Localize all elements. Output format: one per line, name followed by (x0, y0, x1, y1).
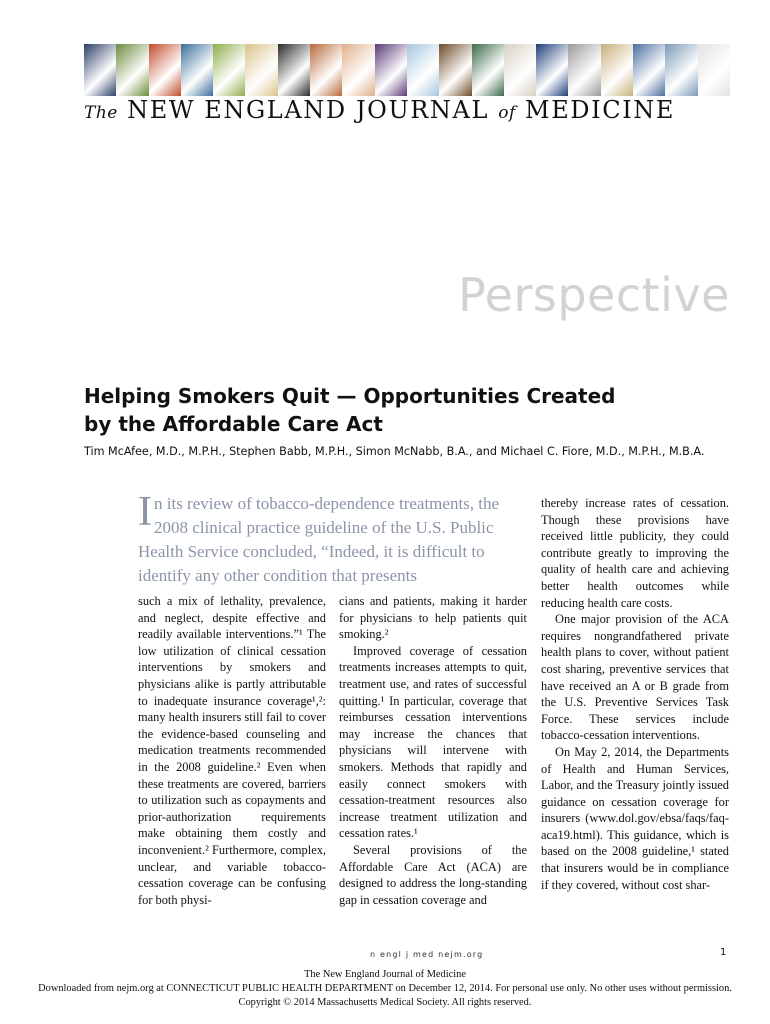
banner-tile (504, 44, 536, 96)
banner-tile (633, 44, 665, 96)
paragraph: such a mix of lethality, prevalence, and neglect, despite effective and readily available interventions.”¹ The low utilization of clinical cessation interventions by smokers and physicians alike is partly attributable to inadequate insurance coverage¹,²: many health insurers still fail to cover the evidence-based counseling and medication treatments recommended in the 2008 guideline.² Even when these treatments are covered, barriers to utilization such as copayments and prior-authorization requirements make obtaining them costly and inconvenient.² Furthermore, complex, unclear, and variable tobacco-cessation coverage can be confusing for both physi- (138, 594, 326, 907)
article-title (84, 382, 684, 438)
journal-footer: n engl j med nejm.org (370, 950, 484, 959)
drop-cap: I (138, 489, 152, 535)
banner-tile (116, 44, 148, 96)
journal-masthead (84, 96, 730, 128)
banner-tile (536, 44, 568, 96)
banner-tile (310, 44, 342, 96)
masthead-the: The (84, 103, 118, 123)
paragraph: One major provision of the ACA requires nongrandfathered private health plans to cover, without patient cost sharing, preventive services that have received an A or B grade from the U.S. Preventive Services Task Force. These services include tobacco-cessation interventions. (541, 612, 729, 743)
paragraph: cians and patients, making it harder for physicians to help patients quit smoking.² (339, 594, 527, 642)
paragraph: On May 2, 2014, the Departments of Health and Human Services, Labor, and the Treasury jointly issued guidance on cessation coverage for insurers (www.dol.gov/ebsa/faqs/faq-aca19.html). This guidance, which is based on the 2008 guideline,¹ stated that insurers would be in compliance if they covered, without cost shar- (541, 744, 729, 892)
banner-tile (568, 44, 600, 96)
paragraph: Improved coverage of cessation treatments increases attempts to quit, treatment use, and rates of successful quitting.¹ In particular, coverage that reimburses cessation interventions may increase the chances that physicians will intervene with smokers. Methods that rapidly and easily connect smokers with cessation-treatment resources also increase treatment utilization and cessation rates.¹ (339, 643, 527, 841)
lead-paragraph (138, 489, 508, 588)
banner-tile (149, 44, 181, 96)
paragraph: thereby increase rates of cessation. Though these provisions have received little publicity, they could contribute greatly to improving the quality of health care and achieving better health outcomes while reducing health care costs. (541, 496, 729, 610)
banner-tile (375, 44, 407, 96)
banner-tile (698, 44, 730, 96)
download-notice (0, 968, 770, 1010)
article-title-line-1: Helping Smokers Quit — Opportunities Created (84, 384, 616, 408)
lead-text: n its review of tobacco-dependence treatments, the 2008 clinical practice guideline of the U.S. Public Health Service concluded, “Indeed, it is difficult to identify any other condition that presents (138, 494, 500, 585)
page-number: 1 (720, 947, 727, 958)
article-title-line-2: by the Affordable Care Act (84, 412, 383, 436)
banner-tile (601, 44, 633, 96)
body-column-3 (541, 495, 729, 893)
banner-tile (665, 44, 697, 96)
body-column-1 (138, 593, 326, 908)
notice-copyright: Copyright © 2014 Massachusetts Medical Society. All rights reserved. (238, 997, 532, 1008)
banner-tile (213, 44, 245, 96)
banner-tile (278, 44, 310, 96)
paragraph: Several provisions of the Affordable Care Act (ACA) are designed to address the long-standing gap in cessation coverage and (339, 842, 527, 907)
banner-tile (472, 44, 504, 96)
banner-tile (245, 44, 277, 96)
banner-tile (342, 44, 374, 96)
notice-download: Downloaded from nejm.org at CONNECTICUT PUBLIC HEALTH DEPARTMENT on December 12, 2014. For personal use only. No other uses without permission. (38, 983, 732, 994)
banner-image-strip (84, 44, 730, 96)
notice-journal: The New England Journal of Medicine (304, 969, 466, 980)
banner-tile (407, 44, 439, 96)
banner-tile (181, 44, 213, 96)
masthead-medicine: MEDICINE (525, 96, 675, 124)
article-authors: Tim McAfee, M.D., M.P.H., Stephen Babb, M.P.H., Simon McNabb, B.A., and Michael C. Fiore, M.D., M.P.H., M.B.A. (84, 445, 705, 458)
masthead-main: NEW ENGLAND JOURNAL (127, 96, 490, 124)
section-heading: Perspective (458, 268, 730, 322)
masthead-of: of (498, 103, 516, 123)
banner-tile (439, 44, 471, 96)
banner-tile (84, 44, 116, 96)
body-column-2 (339, 593, 527, 908)
